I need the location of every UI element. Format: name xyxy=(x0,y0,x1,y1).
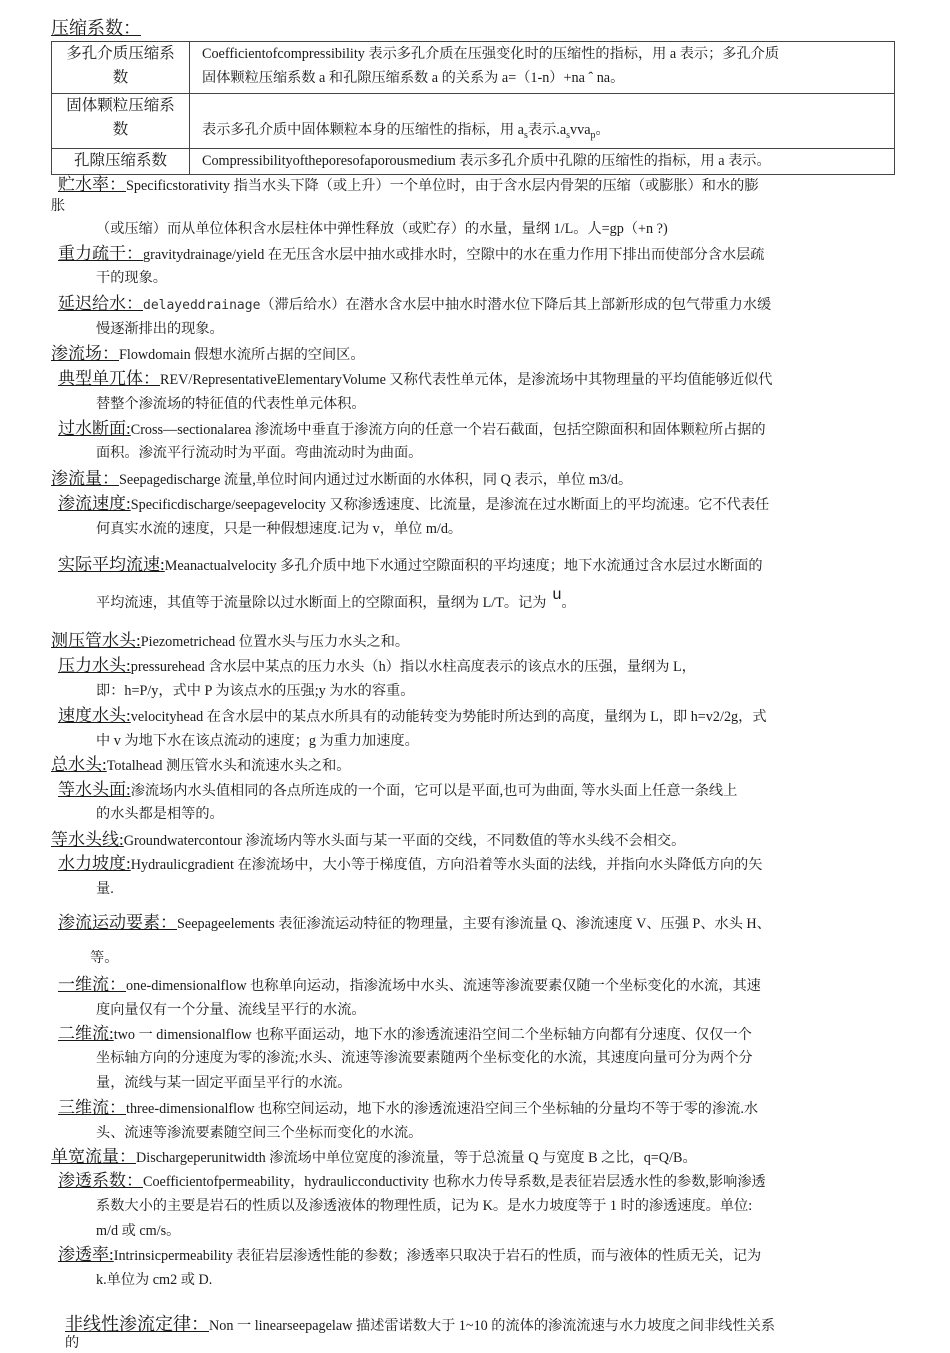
compression-table xyxy=(51,41,895,175)
entry-text: Groundwatercontour 渗流场内等水头面与某一平面的交线，不同数值的等水头线不会相交。 xyxy=(123,833,686,849)
term-label: 总水头: xyxy=(51,755,107,774)
entry-delayed xyxy=(58,294,771,316)
entry-text: Totalhead 测压管水头和流速水头之和。 xyxy=(106,758,351,774)
entry-flowdomain xyxy=(51,344,365,365)
cell-text: 固体颗粒压缩系数 a 和孔隙压缩系数 a 的关系为 a=（1-n）+na ˆ na。 xyxy=(202,70,625,86)
entry-cross xyxy=(58,419,766,440)
entry-text: two 一 dimensionalflow 也称平面运动，地下水的渗透流速沿空间二个坐标轴方向都有分速度、仅仅一个 xyxy=(113,1027,752,1043)
entry-text: 慢逐渐排出的现象。 xyxy=(96,321,224,337)
entry-text: gravitydrainage/yield 在无压含水层中抽水或排水时，空隙中的水在重力作用下排出而使部分含水层疏 xyxy=(143,247,765,263)
entry-text: Specificdischarge/seepagevelocity 又称渗透速度、比流量，是渗流在过水断面上的平均流速。它不代表任 xyxy=(130,497,770,513)
entry-text: 的 xyxy=(65,1335,80,1351)
table-row xyxy=(52,148,895,174)
entry-permeability xyxy=(58,1171,766,1192)
entry-text: one-dimensionalflow 也称单向运动，指渗流场中水头、流速等渗流要素仅随一个坐标变化的水流，其速 xyxy=(126,978,761,994)
entry-gravity xyxy=(58,244,764,265)
entry-text: 。 xyxy=(561,595,576,611)
term-label: 渗透率: xyxy=(58,1245,114,1264)
entry-text: 度向量仅有一个分量、流线呈平行的水流。 xyxy=(96,1002,366,1018)
entry-text: three-dimensionalflow 也称空间运动，地下水的渗透流速沿空间三个坐标轴的分量均不等于零的渗流.水 xyxy=(126,1101,759,1117)
entry-text: 中 v 为地下水在该点流动的速度；g 为重力加速度。 xyxy=(96,733,419,749)
entry-text: Piezometrichead 位置水头与压力水头之和。 xyxy=(140,634,410,650)
entry-twod xyxy=(58,1024,752,1045)
entry-threed xyxy=(58,1098,758,1119)
term-label: 速度水头: xyxy=(58,706,131,725)
entry-nonlinear xyxy=(65,1314,775,1336)
entry-text: pressurehead 含水层中某点的压力水头（h）指以水柱高度表示的该点水的压强，量纲为 L， xyxy=(130,659,696,675)
table-cell-desc xyxy=(190,148,895,174)
table-cell-name xyxy=(52,94,190,149)
entry-text: 的水头都是相等的。 xyxy=(96,806,224,822)
entry-text: REV/RepresentativeElementaryVolume 又称代表性单元体，是渗流场中其物理量的平均值能够近似代 xyxy=(160,372,773,388)
entry-text: （滞后给水）在潜水含水层中抽水时潜水位下降后其上部新形成的包气带重力水缓 xyxy=(260,297,772,313)
entry-text: 平均流速，其值等于流量除以过水断面上的空隙面积，量纲为 L/T。记为 xyxy=(96,595,547,611)
cell-text xyxy=(202,94,894,118)
term-label: 渗流速度: xyxy=(58,494,131,513)
entry-text: 干的现象。 xyxy=(96,270,167,286)
term-label: 非线性渗流定律： xyxy=(65,1314,209,1334)
entry-text: delayeddrainage xyxy=(143,298,261,313)
entry-rev xyxy=(58,369,773,390)
entry-oned xyxy=(58,975,761,996)
entry-piezo xyxy=(51,631,409,652)
entry-text: （或压缩）而从单位体积含水层柱体中弹性释放（或贮存）的水量，量纲 1/L。人=gp（+n ?) xyxy=(96,221,668,237)
term-label: 等水头面: xyxy=(58,780,131,799)
entry-gradient xyxy=(58,854,762,875)
term-label: 实际平均流速: xyxy=(58,555,165,574)
cell-text: 表示多孔介质中固体颗粒本身的压缩性的指标，用 $a_s$表示$.a_svva_p$。 xyxy=(202,122,610,141)
term-label: 渗透系数： xyxy=(58,1171,143,1190)
entry-text: 何真实水流的速度，只是一种假想速度.记为 v，单位 m/d。 xyxy=(96,521,463,537)
term-label: 等水头线: xyxy=(51,830,124,849)
entry-text: Seepagedischarge 流量,单位时间内通过过水断面的水体积，同 Q 表示，单位 m3/d。 xyxy=(119,472,633,488)
entry-text: 渗流场内水头值相同的各点所连成的一个面，它可以是平面,也可为曲面, 等水头面上任意一条线上 xyxy=(130,783,738,799)
entry-text: 等。 xyxy=(90,950,119,966)
term-label: 渗流场： xyxy=(51,344,119,363)
table-row xyxy=(52,94,895,149)
entry-text: Flowdomain 假想水流所占据的空间区。 xyxy=(119,347,365,363)
cell-text: Coefficientofcompressibility 表示多孔介质在压强变化时的压缩性的指标，用 a 表示；多孔介质 xyxy=(202,46,780,62)
cell-text: 固体颗粒压缩系 xyxy=(66,97,175,114)
term-label: 典型单兀体： xyxy=(58,369,160,388)
entry-text: m/d 或 cm/s。 xyxy=(96,1223,181,1239)
entry-text: Specificstorativity 指当水头下降（或上升）一个单位时，由于含水层内骨架的压缩（或膨胀）和水的膨 xyxy=(126,178,759,194)
entry-vhead xyxy=(58,706,767,727)
entry-text: 即：h=P/y，式中 P 为该点水的压强;y 为水的容重。 xyxy=(96,683,415,699)
entry-text: 量. xyxy=(96,881,114,897)
entry-storativity xyxy=(58,175,759,196)
cell-text: 多孔介质压缩系 xyxy=(66,45,175,62)
entry-text: velocityhead 在含水层中的某点水所具有的动能转变为势能时所达到的高度，量纲为 L，即 h=v2/2g，式 xyxy=(130,709,767,725)
entry-text: Dischargeperunitwidth 渗流场中单位宽度的渗流量，等于总流量 Q 与宽度 B 之比，q=Q/B。 xyxy=(136,1150,697,1166)
entry-text: Non 一 linearseepagelaw 描述雷诺数大于 1~10 的流体的渗流流速与水力坡度之间非线性关系 xyxy=(209,1318,776,1334)
entry-text: 系数大小的主要是岩石的性质以及渗透液体的物理性质，记为 K。是水力坡度等于 1 时的渗透速度。单位: xyxy=(96,1198,753,1214)
entry-text: 替整个渗流场的特征值的代表性单元体积。 xyxy=(96,396,366,412)
compression-heading: 压缩系数： xyxy=(51,18,141,38)
entry-text: k.单位为 cm2 或 D. xyxy=(96,1272,213,1288)
term-label: 测压管水头: xyxy=(51,631,141,650)
entry-text: Cross—sectionalarea 渗流场中垂直于渗流方向的任意一个岩石截面，包括空隙面积和固体颗粒所占据的 xyxy=(130,422,766,438)
entry-text: 量，流线与某一固定平面呈平行的水流。 xyxy=(96,1075,352,1091)
cell-text: 孔隙压缩系数 xyxy=(73,151,167,169)
entry-text: Meanactualvelocity 多孔介质中地下水通过空隙面积的平均速度；地下水流通过含水层过水断面的 xyxy=(164,558,763,574)
velocity-symbol: u xyxy=(552,586,562,603)
entry-intrinsic xyxy=(58,1245,761,1266)
cell-text: 数 xyxy=(112,121,129,138)
term-label: 二维流: xyxy=(58,1024,114,1043)
entry-actual-l2 xyxy=(96,586,576,613)
table-cell-name xyxy=(52,148,190,174)
term-label: 渗流运动要素： xyxy=(58,913,177,932)
entry-text: Intrinsicpermeability 表征岩层渗透性能的参数；渗透率只取决于岩石的性质，而与液体的性质无关，记为 xyxy=(113,1248,762,1264)
entry-unitwidth xyxy=(51,1147,697,1168)
entry-discharge xyxy=(51,469,632,490)
entry-text: 坐标轴方向的分速度为零的渗流;水头、流速等渗流要素随两个坐标变化的水流，其速度向量可分为两个分 xyxy=(96,1050,753,1066)
term-label: 压力水头: xyxy=(58,656,131,675)
entry-contour xyxy=(51,830,685,851)
entry-text: 头、流速等渗流要素随空间三个坐标而变化的水流。 xyxy=(96,1125,423,1141)
entry-velocity xyxy=(58,494,769,515)
table-cell-desc xyxy=(190,94,895,149)
cell-text: 数 xyxy=(112,69,129,86)
entry-text: 胀 xyxy=(51,198,66,214)
entry-elements xyxy=(58,913,771,934)
term-label: 重力疏干： xyxy=(58,244,143,263)
table-row xyxy=(52,42,895,94)
term-label: 过水断面: xyxy=(58,419,131,438)
term-label: 延迟给水： xyxy=(58,294,143,313)
cell-text: Compressibilityoftheporesofaporousmedium 表示多孔介质中孔隙的压缩性的指标，用 a 表示。 xyxy=(202,152,771,169)
entry-text: Coefficientofpermeability，hydraulicconductivity 也称水力传导系数,是表征岩层透水性的参数,影响渗透 xyxy=(143,1174,766,1190)
term-label: 贮水率： xyxy=(58,175,126,194)
entry-total xyxy=(51,755,350,776)
term-label: 水力坡度: xyxy=(58,854,131,873)
term-label: 渗流量： xyxy=(51,469,119,488)
term-label: 单宽流量： xyxy=(51,1147,136,1166)
term-label: 一维流： xyxy=(58,975,126,994)
entry-equipot xyxy=(58,780,737,801)
term-label: 三维流： xyxy=(58,1098,126,1117)
entry-text: 面积。渗流平行流动时为平面。弯曲流动时为曲面。 xyxy=(96,445,423,461)
entry-pressure xyxy=(58,656,696,677)
entry-text: Hydraulicgradient 在渗流场中，大小等于梯度值，方向沿着等水头面的法线，并指向水头降低方向的矢 xyxy=(130,857,763,873)
entry-actual xyxy=(58,555,763,576)
table-cell-name xyxy=(52,42,190,94)
entry-text: Seepageelements 表征渗流运动特征的物理量，主要有渗流量 Q、渗流速度 V、压强 P、水头 H、 xyxy=(177,916,771,932)
table-cell-desc xyxy=(190,42,895,94)
